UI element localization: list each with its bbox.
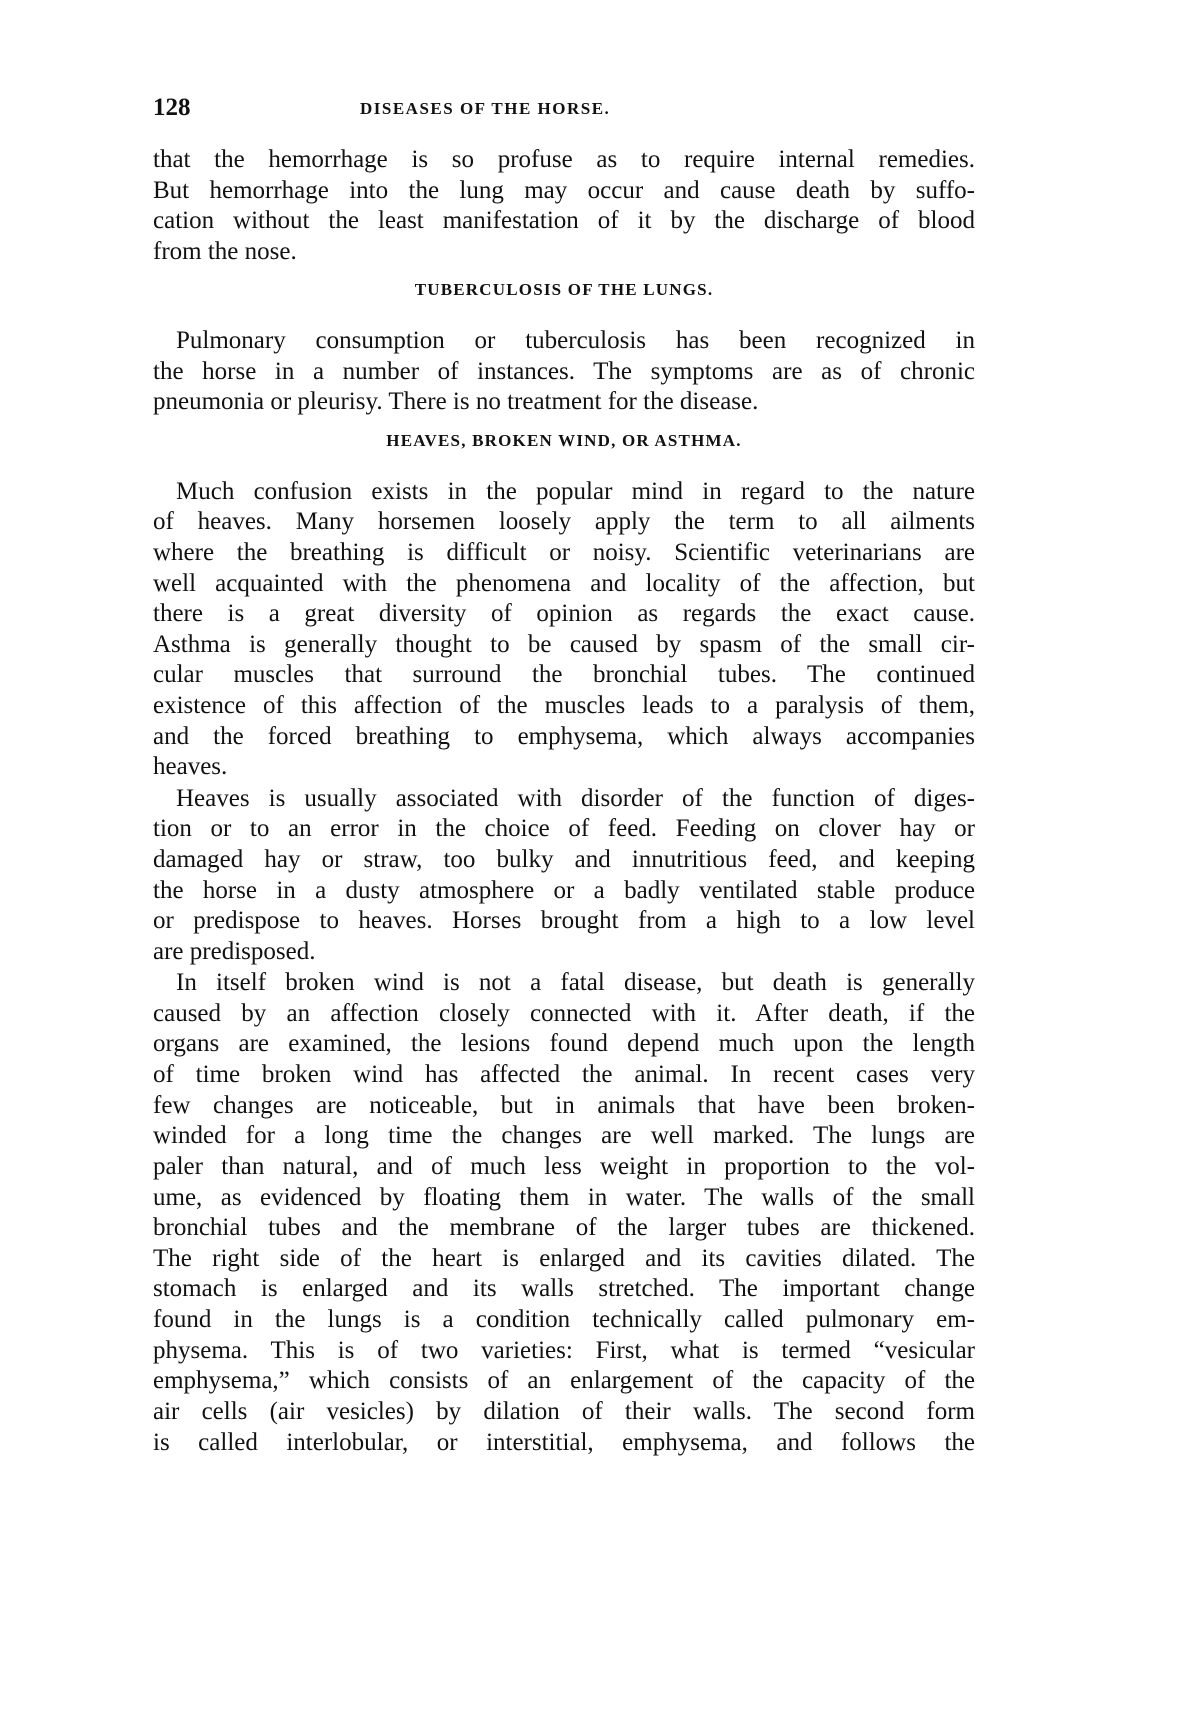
text-line: damaged hay or straw, too bulky and innutritious feed, and keeping (153, 845, 975, 873)
text-line: tion or to an error in the choice of feed. Feeding on clover hay or (153, 815, 975, 843)
text-line: of heaves. Many horsemen loosely apply the term to all ailments (153, 508, 975, 536)
text-line: emphysema,” which consists of an enlargement of the capacity of the (153, 1367, 975, 1395)
running-title: DISEASES OF THE HORSE. (360, 99, 611, 118)
text-line: ume, as evidenced by floating them in water. The walls of the small (153, 1183, 975, 1211)
text-line: Asthma is generally thought to be caused by spasm of the small cir- (153, 630, 975, 658)
text-line: caused by an affection closely connected with it. After death, if the (153, 999, 975, 1027)
text-line: The right side of the heart is enlarged and its cavities dilated. The (153, 1244, 975, 1272)
text-line: are predisposed. (153, 937, 316, 965)
text-line: few changes are noticeable, but in animals that have been broken- (153, 1091, 975, 1119)
text-line: Much confusion exists in the popular mind in regard to the nature (176, 477, 975, 505)
text-line: found in the lungs is a condition technically called pulmonary em- (153, 1306, 975, 1334)
text-line: pneumonia or pleurisy. There is no treatment for the disease. (153, 388, 759, 416)
text-line: organs are examined, the lesions found depend much upon the length (153, 1030, 975, 1058)
text-line: where the breathing is difficult or noisy. Scientific veterinarians are (153, 538, 975, 566)
text-line: Heaves is usually associated with disorder of the function of diges- (176, 784, 975, 812)
text-line: there is a great diversity of opinion as regards the exact cause. (153, 600, 975, 628)
text-line: physema. This is of two varieties: First, what is termed “vesicular (153, 1336, 975, 1364)
text-line: and the forced breathing to emphysema, which always accompanies (153, 722, 975, 750)
text-line: existence of this affection of the muscles leads to a paralysis of them, (153, 692, 975, 720)
section-heading: TUBERCULOSIS OF THE LUNGS. (414, 280, 714, 300)
text-line: or predispose to heaves. Horses brought from a high to a low level (153, 907, 975, 935)
text-line: cular muscles that surround the bronchial tubes. The continued (153, 661, 975, 689)
text-line: that the hemorrhage is so profuse as to require internal remedies. (153, 146, 975, 173)
section-heading: HEAVES, BROKEN WIND, OR ASTHMA. (386, 430, 742, 450)
page-number: 128 (153, 94, 191, 121)
text-line: But hemorrhage into the lung may occur and cause death by suffo- (153, 176, 975, 204)
text-line: of time broken wind has affected the animal. In recent cases very (153, 1060, 975, 1088)
text-line: the horse in a dusty atmosphere or a badly ventilated stable produce (153, 876, 975, 904)
text-line: heaves. (153, 753, 228, 781)
text-line: air cells (air vesicles) by dilation of their walls. The second form (153, 1398, 975, 1426)
text-line: winded for a long time the changes are well marked. The lungs are (153, 1122, 975, 1150)
text-line: cation without the least manifestation of it by the discharge of blood (153, 207, 975, 235)
text-line: from the nose. (153, 237, 297, 265)
text-line: is called interlobular, or interstitial, emphysema, and follows the (153, 1428, 975, 1456)
text-line: well acquainted with the phenomena and locality of the affection, but (153, 569, 975, 597)
text-line: In itself broken wind is not a fatal disease, but death is generally (176, 968, 975, 996)
text-line: the horse in a number of instances. The symptoms are as of chronic (153, 357, 975, 385)
text-line: stomach is enlarged and its walls stretched. The important change (153, 1275, 975, 1303)
text-line: paler than natural, and of much less weight in proportion to the vol- (153, 1152, 975, 1180)
text-line: Pulmonary consumption or tuberculosis has been recognized in (176, 327, 975, 355)
text-line: bronchial tubes and the membrane of the larger tubes are thickened. (153, 1214, 975, 1242)
